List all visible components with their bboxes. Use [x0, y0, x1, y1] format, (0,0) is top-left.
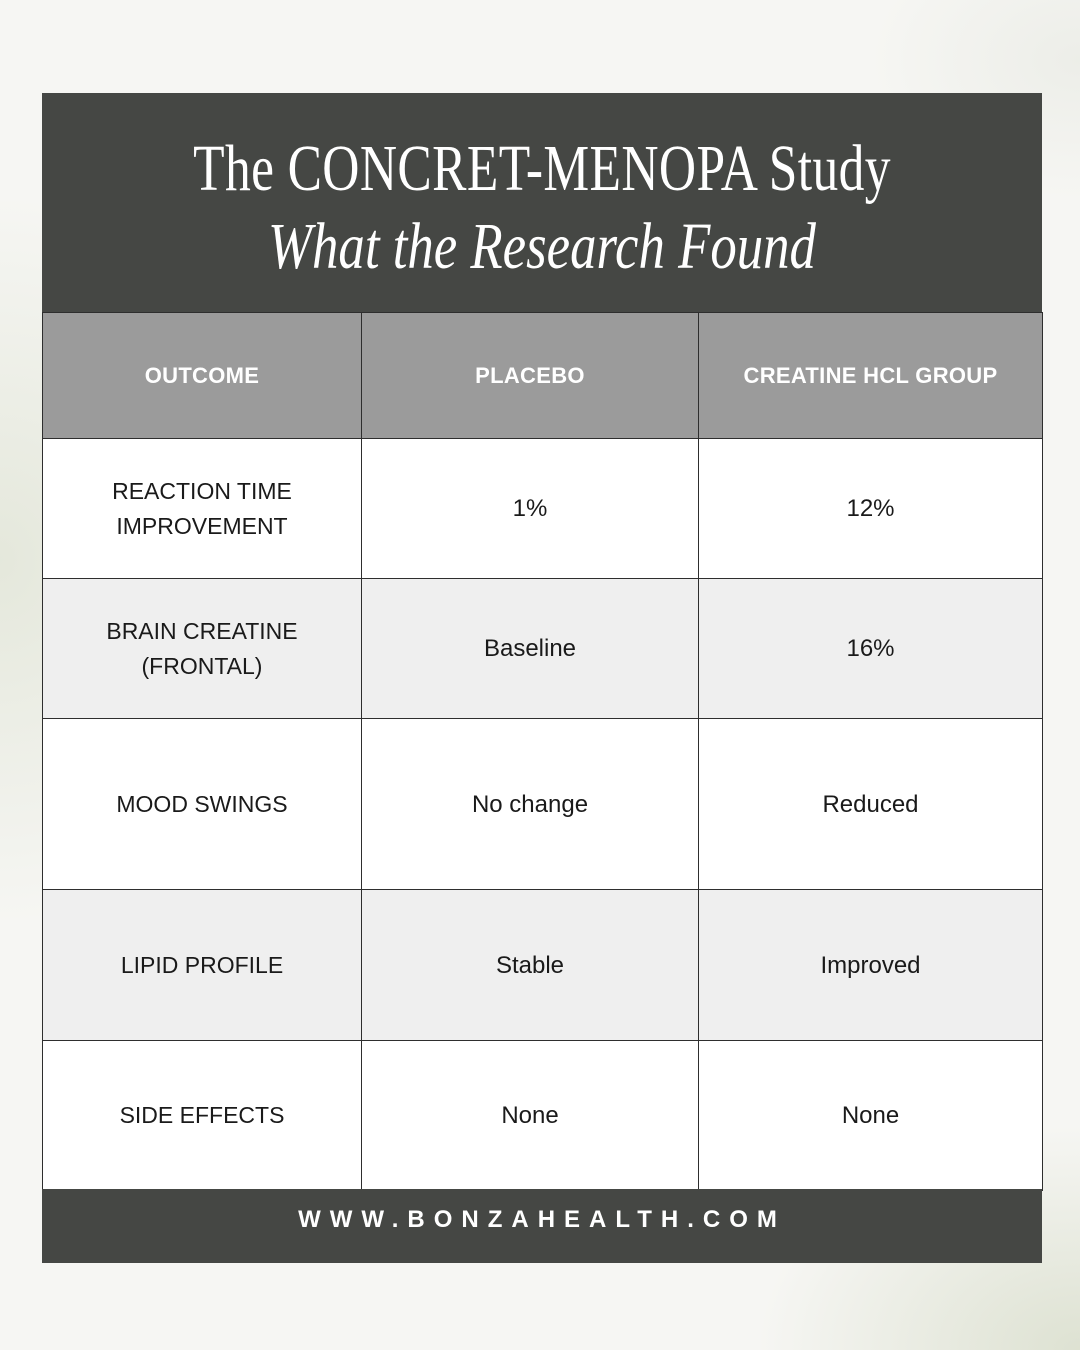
placebo-cell: None [362, 1041, 699, 1191]
creatine-cell: 16% [699, 579, 1043, 719]
website-link[interactable]: WWW.BONZAHEALTH.COM [298, 1206, 786, 1233]
creatine-cell: 12% [699, 439, 1043, 579]
creatine-cell: Reduced [699, 719, 1043, 890]
column-header-creatine: CREATINE HCL GROUP [699, 313, 1043, 439]
outcome-cell: LIPID PROFILE [43, 890, 362, 1041]
creatine-cell: Improved [699, 890, 1043, 1041]
outcome-cell: SIDE EFFECTS [43, 1041, 362, 1191]
placebo-cell: Baseline [362, 579, 699, 719]
table-row [43, 579, 1043, 719]
table-row [43, 439, 1043, 579]
outcome-cell: REACTION TIME IMPROVEMENT [43, 439, 362, 579]
placebo-cell: No change [362, 719, 699, 890]
column-header-outcome: OUTCOME [43, 313, 362, 439]
study-card [42, 93, 1042, 1263]
placebo-cell: Stable [362, 890, 699, 1041]
page-subtitle: What the Research Found [268, 210, 816, 283]
table-row [43, 1041, 1043, 1191]
title-banner [42, 93, 1042, 312]
results-table [42, 312, 1043, 1191]
table-row [43, 719, 1043, 890]
table-row [43, 890, 1043, 1041]
page-title: The CONCRET-MENOPA Study [193, 132, 891, 205]
placebo-cell: 1% [362, 439, 699, 579]
footer-banner [42, 1189, 1042, 1263]
creatine-cell: None [699, 1041, 1043, 1191]
outcome-cell: BRAIN CREATINE (FRONTAL) [43, 579, 362, 719]
column-header-placebo: PLACEBO [362, 313, 699, 439]
table-header-row [43, 313, 1043, 439]
outcome-cell: MOOD SWINGS [43, 719, 362, 890]
